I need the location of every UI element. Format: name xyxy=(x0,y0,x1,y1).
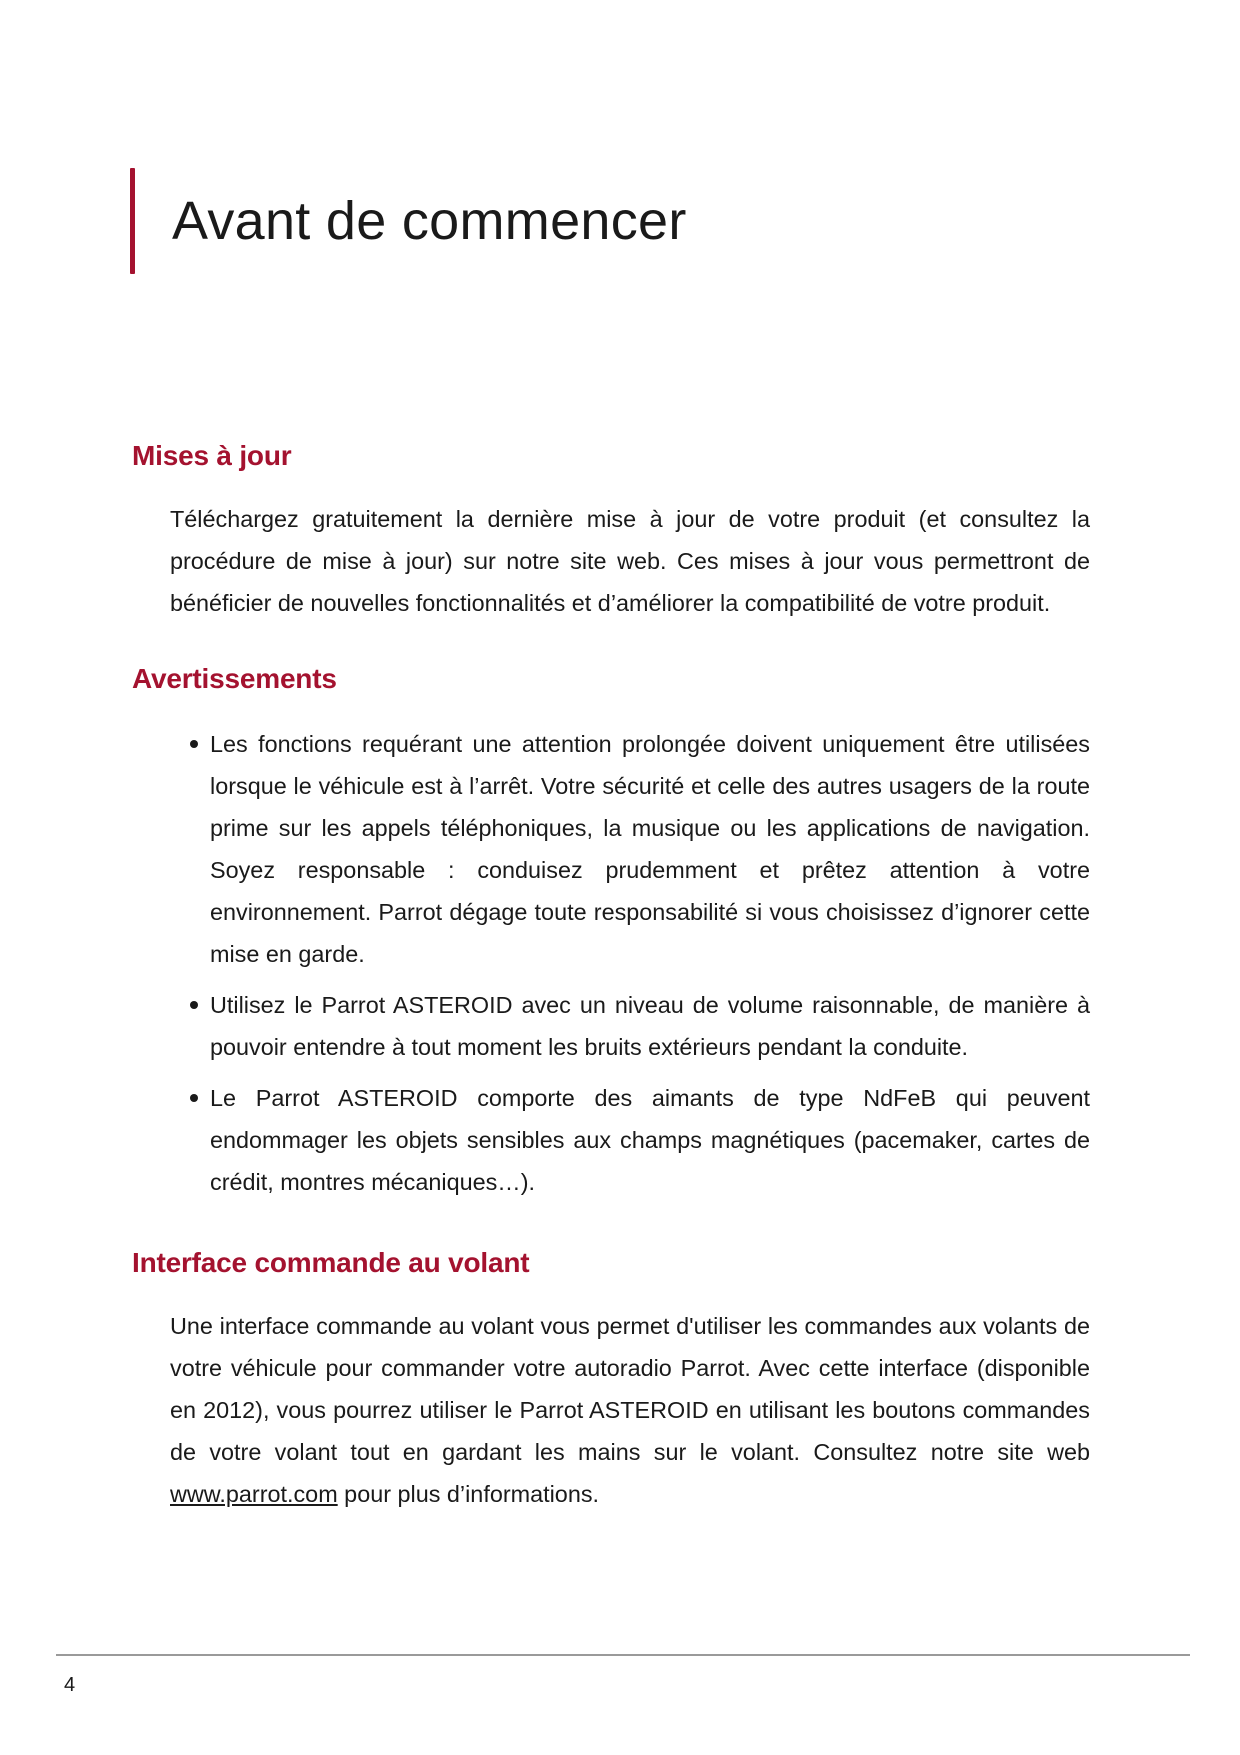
steering-text-end: pour plus d’informations. xyxy=(337,1481,600,1507)
section-heading-warnings: Avertissements xyxy=(132,663,337,694)
warnings-list xyxy=(132,723,1092,1203)
footer-divider xyxy=(56,1654,1190,1656)
page-title: Avant de commencer xyxy=(172,191,687,251)
title-accent-bar xyxy=(130,168,135,274)
section-steering-interface xyxy=(132,1246,1092,1515)
list-item xyxy=(210,1077,1090,1203)
list-item-text: Les fonctions requérant une attention prolongée doivent uniquement être utilisées lorsque le véhicule est à l’arrêt. Votre sécurité et celle des autres usagers de la route prime sur les appels téléphoniques, la musique ou les applications de navigation. Soyez responsable : conduisez prudemment et prêtez attention à votre environnement. Parrot dégage toute responsabilité si vous choisissez d’ignorer cette mise en garde. xyxy=(210,731,1090,967)
list-item-text: Utilisez le Parrot ASTEROID avec un niveau de volume raisonnable, de manière à pouvoir entendre à tout moment les bruits extérieurs pendant la conduite. xyxy=(210,992,1090,1060)
section-warnings xyxy=(132,662,1092,1212)
parrot-website-link[interactable]: www.parrot.com xyxy=(170,1481,338,1507)
page-header xyxy=(130,168,687,274)
bullet-icon xyxy=(190,1094,198,1102)
section-updates xyxy=(132,439,1092,624)
steering-paragraph xyxy=(170,1305,1090,1515)
bullet-icon xyxy=(190,740,198,748)
page-number: 4 xyxy=(64,1674,76,1696)
section-heading-updates: Mises à jour xyxy=(132,440,292,471)
list-item xyxy=(210,723,1090,975)
list-item-text: Le Parrot ASTEROID comporte des aimants de type NdFeB qui peuvent endommager les objets sensibles aux champs magnétiques (pacemaker, cartes de crédit, montres mécaniques…). xyxy=(210,1085,1090,1195)
section-heading-steering: Interface commande au volant xyxy=(132,1247,530,1278)
bullet-icon xyxy=(190,1001,198,1009)
list-item xyxy=(210,984,1090,1068)
updates-paragraph: Téléchargez gratuitement la dernière mise à jour de votre produit (et consultez la procédure de mise à jour) sur notre site web. Ces mises à jour vous permettront de bénéficier de nouvelles fonctionnalités et d’améliorer la compatibilité de votre produit. xyxy=(170,506,1090,616)
steering-text-start: Une interface commande au volant vous permet d'utiliser les commandes aux volants de votre véhicule pour commander votre autoradio Parrot. Avec cette interface (disponible en 2012), vous pourrez utiliser le Parrot ASTEROID en utilisant les boutons commandes de votre volant tout en gardant les mains sur le volant. Consultez notre site web xyxy=(170,1313,1090,1465)
